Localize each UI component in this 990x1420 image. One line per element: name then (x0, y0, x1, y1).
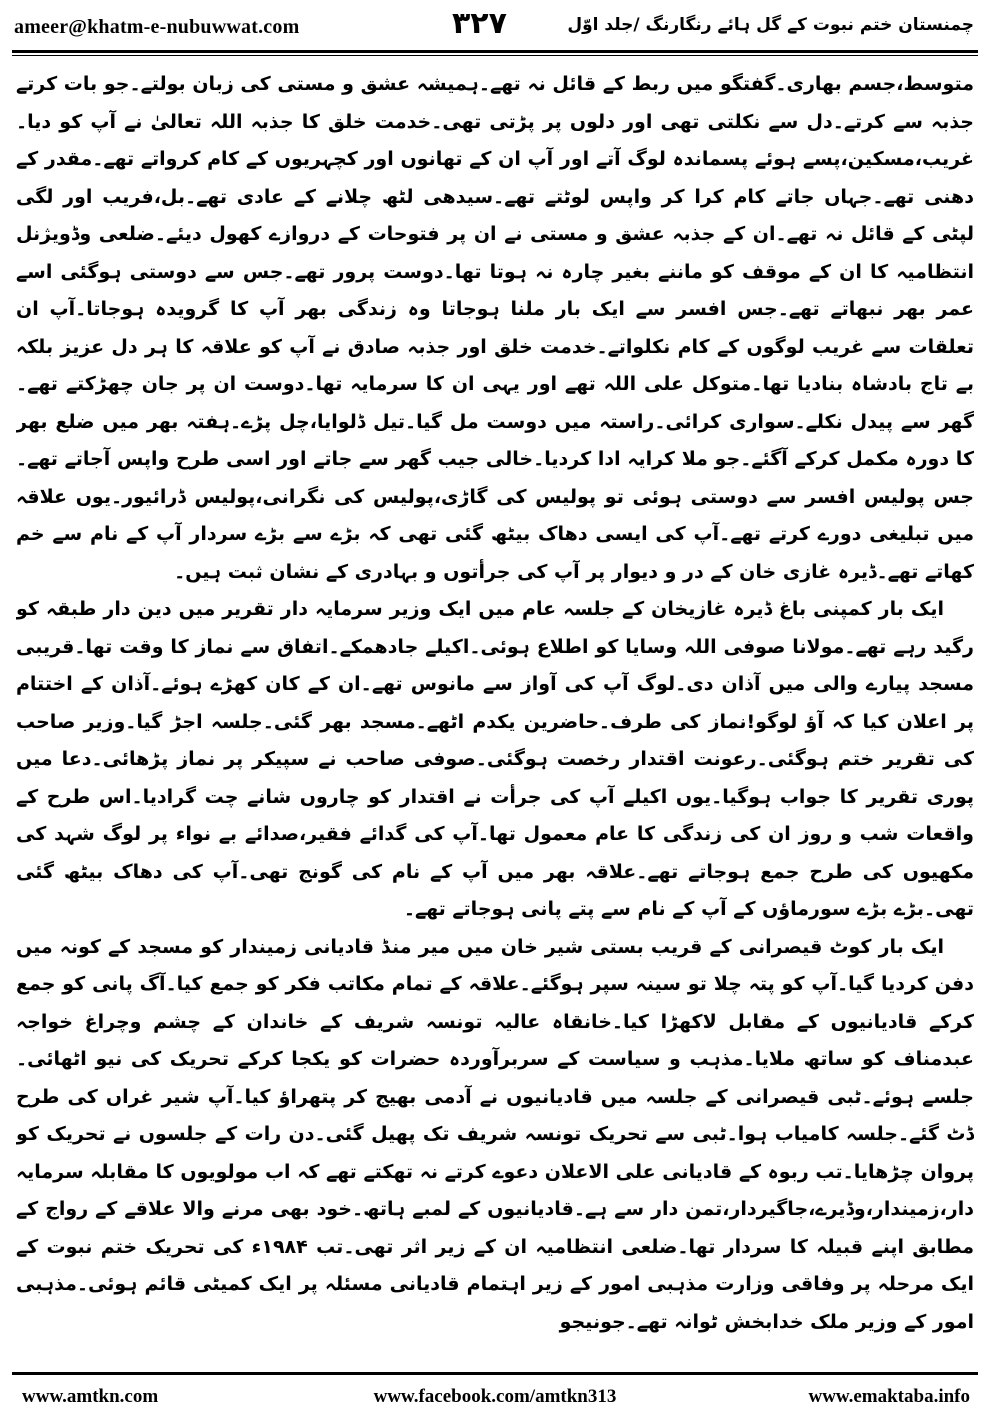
header-email[interactable]: ameer@khatm-e-nubuwwat.com (14, 16, 300, 38)
footer-link-amtkn[interactable]: www.amtkn.com (22, 1386, 159, 1407)
footer-link-emaktaba[interactable]: www.emaktaba.info (808, 1386, 970, 1407)
paragraph: متوسط،جسم بھاری۔گفتگو میں ربط کے قائل نہ تھے۔ہمیشہ عشق و مستی کی زبان بولتے۔جو بات کرتے جذبہ سے کرتے۔دل سے نکلتی تھی اور دلوں پر پڑتی تھی۔خدمت خلق کا جذبہ اللہ تعالیٰ نے آپ کو دیا۔غریب،مسکین،پسے ہوئے پسماندہ لوگ آتے اور آپ ان کے تھانوں اور کچہریوں کے کام کرواتے تھے۔مقدر کے دھنی تھے۔جہاں جاتے کام کرا کر واپس لوٹتے تھے۔سیدھی لٹھ چلانے کے عادی تھے۔بل،فریب اور لگی لپٹی کے قائل نہ تھے۔ان کے جذبہ عشق و مستی نے ان پر فتوحات کے دروازے کھول دیئے۔ضلعی وڈویژنل انتظامیہ کا ان کے موقف کو ماننے بغیر چارہ نہ ہوتا تھا۔دوست پرور تھے۔جس سے دوستی ہوگئی اسے عمر بھر نبھاتے تھے۔جس افسر سے ایک بار ملنا ہوجاتا وہ زندگی بھر آپ کا گرویدہ ہوجاتا۔آپ ان تعلقات سے غریب لوگوں کے کام نکلواتے۔خدمت خلق اور جذبہ صادق نے آپ کو علاقہ کا ہر دل عزیز بلکہ بے تاج بادشاہ بنادیا تھا۔متوکل علی اللہ تھے اور یہی ان کا سرمایہ تھا۔دوست ان پر جان چھڑکتے تھے۔گھر سے پیدل نکلے۔سواری کرائی۔راستہ میں دوست مل گیا۔تیل ڈلوایا،چل پڑے۔ہفتہ بھر میں ضلع بھر کا دورہ مکمل کرکے آگئے۔جو ملا کرایہ ادا کردیا۔خالی جیب گھر سے جاتے اور اسی طرح واپس آجاتے تھے۔جس پولیس افسر سے دوستی ہوئی تو پولیس کی گاڑی،پولیس کی نگرانی،پولیس ڈرائیور۔یوں علاقہ میں تبلیغی دورے کرتے تھے۔آپ کی ایسی دھاک بیٹھ گئی تھی کہ بڑے سے بڑے سردار آپ کے نام سے خم کھاتے تھے۔ڈیرہ غازی خان کے در و دیوار پر آپ کی جرأتوں و بہادری کے نشان ثبت ہیں۔ (16, 73, 974, 583)
page-number: ۳۲۷ (452, 6, 507, 41)
footer-rule (12, 1372, 978, 1375)
page-header (0, 0, 990, 50)
header-rule (12, 50, 978, 53)
page-body (16, 66, 974, 1362)
footer-link-facebook[interactable]: www.facebook.com/amtkn313 (373, 1386, 617, 1407)
header-rule-thin (12, 55, 978, 56)
book-title: چمنستان ختم نبوت کے گل ہائے رنگارنگ /جلد اوّل (567, 15, 974, 35)
paragraph: ایک بار کمپنی باغ ڈیرہ غازیخان کے جلسہ عام میں ایک وزیر سرمایہ دار تقریر میں دین دار طبقہ کو رگید رہے تھے۔مولانا صوفی اللہ وسایا کو اطلاع ہوئی۔اکیلے جادھمکے۔اتفاق سے نماز کا وقت تھا۔قریبی مسجد پیارے والی میں آذان دی۔لوگ آپ کی آواز سے مانوس تھے۔ان کے کان کھڑے ہوئے۔آذان کے اختتام پر اعلان کیا کہ آؤ لوگو!نماز کی طرف۔حاضرین یکدم اٹھے۔مسجد بھر گئی۔جلسہ اجڑ گیا۔وزیر صاحب کی تقریر ختم ہوگئی۔رعونت اقتدار رخصت ہوگئی۔صوفی صاحب نے سپیکر پر نماز پڑھائی۔دعا میں پوری تقریر کا جواب ہوگیا۔یوں اکیلے آپ کی جرأت نے اقتدار کو چاروں شانے چت گرادیا۔اس طرح کے واقعات شب و روز ان کی زندگی کا عام معمول تھا۔آپ کی گدائے فقیر،صدائے بے نواء پر لوگ شہد کی مکھیوں کی طرح جمع ہوجاتے تھے۔علاقہ بھر میں آپ کے نام کی گونج تھی۔آپ کی دھاک بیٹھ گئی تھی۔بڑے بڑے سورماؤں کے آپ کے نام سے پتے پانی ہوجاتے تھے۔ (16, 598, 974, 920)
page-footer (0, 1378, 990, 1418)
paragraph: ایک بار کوٹ قیصرانی کے قریب بستی شیر خان میں میر منڈ قادیانی زمیندار کو مسجد کے کونہ میں دفن کردیا گیا۔آپ کو پتہ چلا تو سینہ سپر ہوگئے۔علاقہ کے تمام مکاتب فکر کو جمع کیا۔آگ پانی کو جمع کرکے قادیانیوں کے مقابل لاکھڑا کیا۔خانقاہ عالیہ تونسہ شریف کے خاندان کے چشم وچراغ خواجہ عبدمناف کو ساتھ ملایا۔مذہب و سیاست کے سربرآوردہ حضرات کو یکجا کرکے تحریک کی نیو اٹھائی۔جلسے ہوئے۔ٹبی قیصرانی کے جلسہ میں قادیانیوں نے آدمی بھیج کر پتھراؤ کیا۔آپ شیر غراں کی طرح ڈٹ گئے۔جلسہ کامیاب ہوا۔ٹبی سے تحریک تونسہ شریف تک پھیل گئی۔دن رات کے جلسوں نے تحریک کو پروان چڑھایا۔تب ربوہ کے قادیانی علی الاعلان دعوے کرتے نہ تھکتے تھے کہ اب مولویوں کا مقابلہ سرمایہ دار،زمیندار،وڈیرے،جاگیردار،تمن دار سے ہے۔قادیانیوں کے لمبے ہاتھ۔خود بھی مرنے والا علاقے کے رواج کے مطابق اپنے قبیلہ کا سردار تھا۔ضلعی انتظامیہ ان کے زیر اثر تھی۔تب ۱۹۸۴ء کی تحریک ختم نبوت کے ایک مرحلہ پر وفاقی وزارت مذہبی امور کے زیر اہتمام قادیانی مسئلہ پر ایک کمیٹی قائم ہوئی۔مذہبی امور کے وزیر ملک خدابخش ٹوانہ تھے۔جونیجو (16, 935, 974, 1333)
